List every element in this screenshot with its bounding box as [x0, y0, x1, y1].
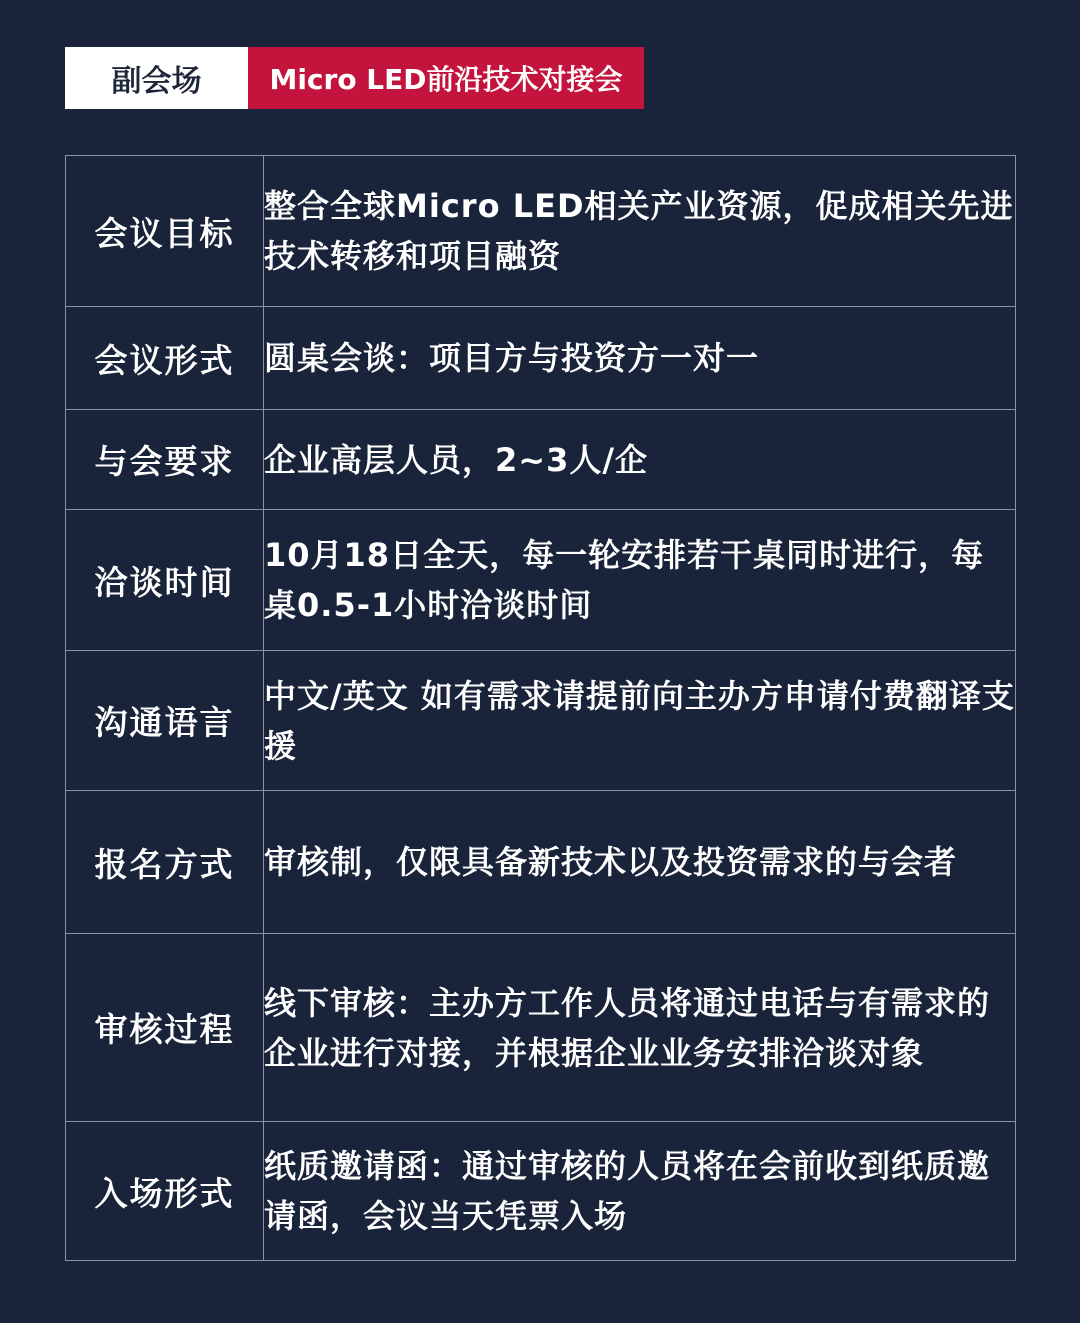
row-value: 审核制，仅限具备新技术以及投资需求的与会者	[264, 791, 1016, 934]
row-label: 报名方式	[66, 791, 264, 934]
row-label: 审核过程	[66, 934, 264, 1122]
table-row	[66, 410, 1016, 510]
table-row	[66, 651, 1016, 791]
row-label: 入场形式	[66, 1122, 264, 1261]
row-value: 10月18日全天，每一轮安排若干桌同时进行，每桌0.5-1小时洽谈时间	[264, 510, 1016, 651]
row-value: 中文/英文 如有需求请提前向主办方申请付费翻译支援	[264, 651, 1016, 791]
row-value: 圆桌会谈：项目方与投资方一对一	[264, 307, 1016, 410]
table-row	[66, 510, 1016, 651]
table-row	[66, 934, 1016, 1122]
session-title: Micro LED前沿技术对接会	[248, 47, 644, 109]
table-row	[66, 1122, 1016, 1261]
row-value: 整合全球Micro LED相关产业资源，促成相关先进技术转移和项目融资	[264, 156, 1016, 307]
session-header	[65, 47, 644, 109]
row-value: 线下审核：主办方工作人员将通过电话与有需求的企业进行对接，并根据企业业务安排洽谈对象	[264, 934, 1016, 1122]
row-value: 企业高层人员，2~3人/企	[264, 410, 1016, 510]
table-row	[66, 156, 1016, 307]
row-label: 沟通语言	[66, 651, 264, 791]
table-row	[66, 791, 1016, 934]
row-label: 会议形式	[66, 307, 264, 410]
table-row	[66, 307, 1016, 410]
row-value: 纸质邀请函：通过审核的人员将在会前收到纸质邀请函，会议当天凭票入场	[264, 1122, 1016, 1261]
info-table	[65, 155, 1016, 1261]
session-label: 副会场	[65, 47, 248, 109]
row-label: 与会要求	[66, 410, 264, 510]
row-label: 会议目标	[66, 156, 264, 307]
row-label: 洽谈时间	[66, 510, 264, 651]
